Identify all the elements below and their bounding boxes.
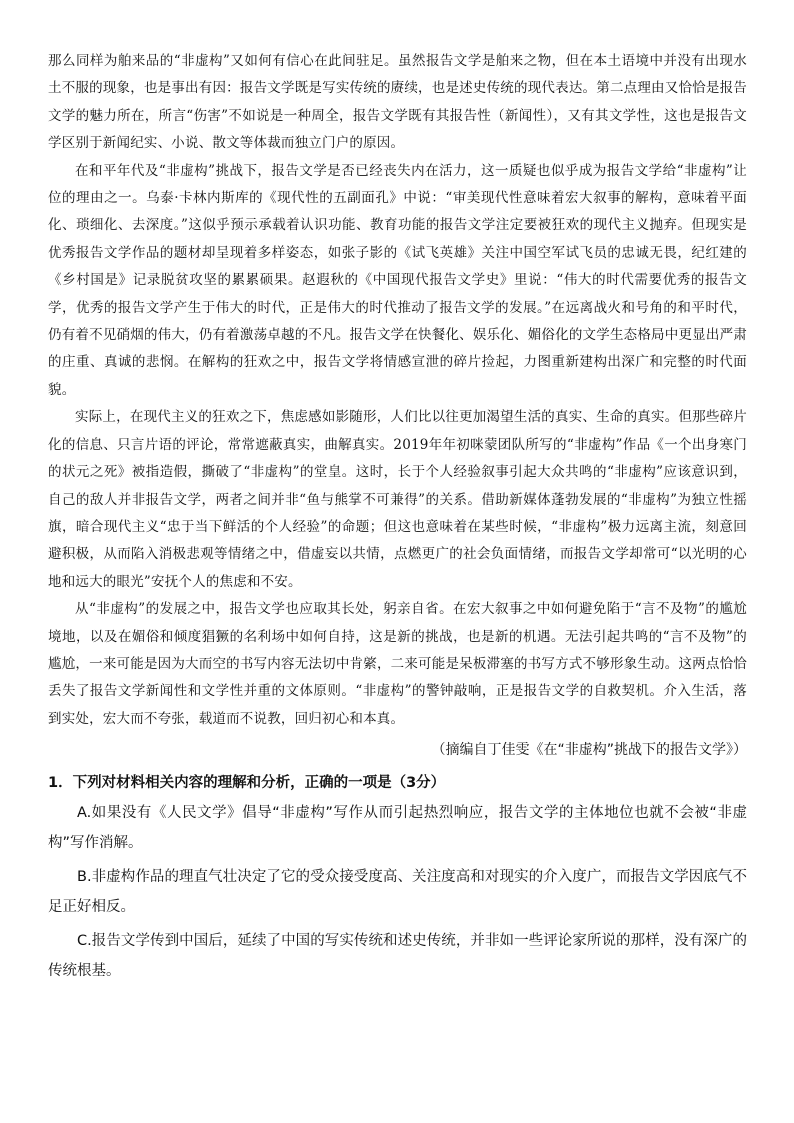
question-1-option-c: C.报告文学传到中国后，延续了中国的写实传统和述史传统，并非如一些评论家所说的那样，没有深广的传统根基。	[48, 933, 747, 980]
article-source: （摘编自丁佳雯《在“非虚构”挑战下的报告文学》）	[431, 742, 747, 759]
article-paragraph-4: 从“非虚构”的发展之中，报告文学也应取其长处，躬亲自省。在宏大叙事之中如何避免陷于“言不及物”的尴尬境地，以及在媚俗和倾度猖獗的名利场中如何自持，这是新的挑战，也是新的机遇。无法引起共鸣的“言不及物”的尴尬，一来可能是因为大而空的书写内容无法切中肯綮，二来可能是呆板滞塞的书写方式不够形象生动。这两点恰恰丢失了报告文学新闻性和文学性并重的文体原则。“非虚构”的警钟敲响，正是报告文学的自救契机。介入生活，落到实处，宏大而不夸张，载道而不说教，回归初心和本真。	[48, 601, 747, 727]
question-1-option-b: B.非虚构作品的理直气壮决定了它的受众接受度高、关注度高和对现实的介入度广，而报告文学因底气不足正好相反。	[48, 869, 747, 916]
article-paragraph-1: 那么同样为舶来品的“非虚构”又如何有信心在此间驻足。虽然报告文学是舶来之物，但在本土语境中并没有出现水土不服的现象，也是事出有因：报告文学既是写实传统的赓续，也是述史传统的现代表达。第二点理由又恰恰是报告文学的魅力所在，所言“伤害”不如说是一种周全，报告文学既有其报告性（新闻性），又有其文学性，这也是报告文学区别于新闻纪实、小说、散文等体裁而独立门户的原因。	[48, 53, 747, 152]
question-1-stem: 1．下列对材料相关内容的理解和分析，正确的一项是（3分）	[48, 775, 446, 792]
article-paragraph-2: 在和平年代及“非虚构”挑战下，报告文学是否已经丧失内在活力，这一质疑也似乎成为报告文学给“非虚构”让位的理由之一。乌泰·卡林内斯库的《现代性的五副面孔》中说：“审美现代性意味着宏大叙事的解构，意味着平面化、琐细化、去深度。”这似乎预示承载着认识功能、教育功能的报告文学注定要被狂欢的现代主义抛弃。但现实是优秀报告文学作品的题材却呈现着多样姿态，如张子影的《试飞英雄》关注中国空军试飞员的忠诚无畏，纪红建的《乡村国是》记录脱贫攻坚的累累硕果。赵遐秋的《中国现代报告文学史》里说：“伟大的时代需要优秀的报告文学，优秀的报告文学产生于伟大的时代，正是伟大的时代推动了报告文学的发展。”在远离战火和号角的和平时代，仍有着不见硝烟的伟大，仍有着激荡卓越的不凡。报告文学在快餐化、娱乐化、媚俗化的文学生态格局中更显出严肃的庄重、真诚的悲悯。在解构的狂欢之中，报告文学将情感宣泄的碎片捡起，力图重新建构出深广和完整的时代面貌。	[48, 162, 747, 398]
question-1-option-a: A.如果没有《人民文学》倡导“非虚构”写作从而引起热烈响应，报告文学的主体地位也就不会被“非虚构”写作消解。	[48, 805, 747, 852]
article-paragraph-3: 实际上，在现代主义的狂欢之下，焦虑感如影随形，人们比以往更加渴望生活的真实、生命的真实。但那些碎片化的信息、只言片语的评论，常常遮蔽真实，曲解真实。2019年年初咪蒙团队所写的“非虚构”作品《一个出身寒门的状元之死》被指造假，撕破了“非虚构”的堂皇。这时，长于个人经验叙事引起大众共鸣的“非虚构”应该意识到，自己的敌人并非报告文学，两者之间并非“鱼与熊掌不可兼得”的关系。借助新媒体蓬勃发展的“非虚构”为独立性摇旗，暗合现代主义“忠于当下鲜活的个人经验”的命题；但这也意味着在某些时候，“非虚构”极力远离主流，刻意回避积极，从而陷入消极悲观等情绪之中，借虚妄以共情，点燃更广的社会负面情绪，而报告文学却常可“以光明的心地和远大的眼光”安抚个人的焦虑和不安。	[48, 409, 747, 590]
